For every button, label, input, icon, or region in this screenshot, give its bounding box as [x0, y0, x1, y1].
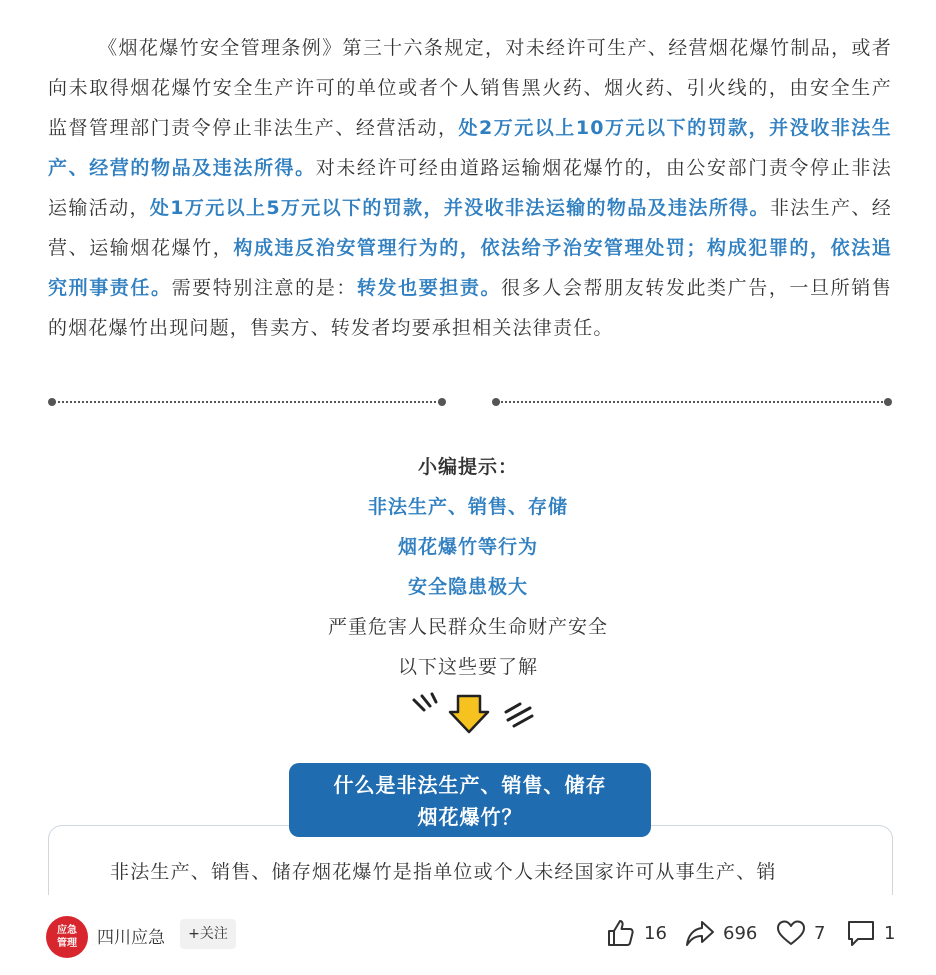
- article-paragraph: [48, 28, 892, 348]
- tips-line-4: 严重危害人民群众生命财产安全: [327, 616, 608, 638]
- body-text: 对未经许可经由道路运输烟花爆竹的，由公安部门责令停止非法运输活动，: [48, 157, 892, 219]
- body-text: 《烟花爆竹安全管理条例》第三十六条规定，对未经许可生产、经营烟花爆竹制品，或者向未取得烟花爆竹安全生产许可的单位或者个人销售黑火药、烟火药、引火线的，由安全生产监督管理部门责令停止非法生产、经营活动，: [48, 37, 892, 139]
- highlight-text: 处2万元以上10万元以下的罚款，并没收非法生产、经营的物品及违法所得。: [48, 117, 892, 179]
- tips-line-1: 非法生产、销售、存储: [367, 496, 568, 518]
- avatar[interactable]: [46, 916, 88, 958]
- comment-bubble-icon: [846, 918, 876, 948]
- favorite-button[interactable]: [776, 917, 825, 949]
- comment-button[interactable]: [846, 917, 895, 949]
- highlight-text: 处1万元以上5万元以下的罚款，并没收非法运输的物品及违法所得。: [149, 197, 770, 219]
- section-title-line-2: 烟花爆竹？: [417, 805, 523, 829]
- avatar-text-1: 应急: [57, 925, 77, 936]
- share-button[interactable]: [685, 917, 757, 949]
- tips-title: 小编提示：: [417, 456, 518, 478]
- section-title-line-1: 什么是非法生产、销售、储存: [333, 773, 607, 797]
- section-title: [289, 763, 651, 837]
- tips-line-2: 烟花爆竹等行为: [397, 536, 538, 558]
- article-body: [48, 28, 892, 348]
- favorite-count: 7: [814, 922, 826, 944]
- divider-right: [492, 397, 892, 407]
- like-count: 16: [644, 922, 667, 944]
- like-button[interactable]: [606, 917, 667, 949]
- bottom-bar: [0, 895, 936, 975]
- thumbs-up-icon: [606, 918, 636, 948]
- highlight-text: 构成违反治安管理行为的，依法给予治安管理处罚；构成犯罪的，依法追究刑事责任。: [48, 237, 892, 299]
- avatar-text-2: 管理: [57, 938, 77, 949]
- body-text: 需要特别注意的是：: [171, 277, 357, 299]
- comment-count: 1: [884, 922, 896, 944]
- heart-icon: [776, 918, 806, 948]
- body-text: 很多人会帮朋友转发此类广告，一旦所销售的烟花爆竹出现问题，售卖方、转发者均要承担相关法律责任。: [48, 277, 893, 339]
- follow-button[interactable]: +关注: [180, 919, 236, 949]
- share-arrow-icon: [685, 918, 715, 948]
- divider-left: [48, 397, 446, 407]
- body-text: 非法生产、经营、运输烟花爆竹，: [48, 197, 892, 259]
- tips-line-3: 安全隐患极大: [407, 576, 528, 598]
- down-arrow-icon: [408, 688, 538, 736]
- tips-line-5: 以下这些要了解: [397, 656, 538, 678]
- highlight-text: 转发也要担责。: [356, 277, 502, 299]
- account-name[interactable]: 四川应急: [97, 928, 165, 948]
- share-count: 696: [723, 922, 758, 944]
- section-body-text: 非法生产、销售、储存烟花爆竹是指单位或个人未经国家许可从事生产、销: [110, 861, 777, 883]
- tips-block: [0, 447, 936, 687]
